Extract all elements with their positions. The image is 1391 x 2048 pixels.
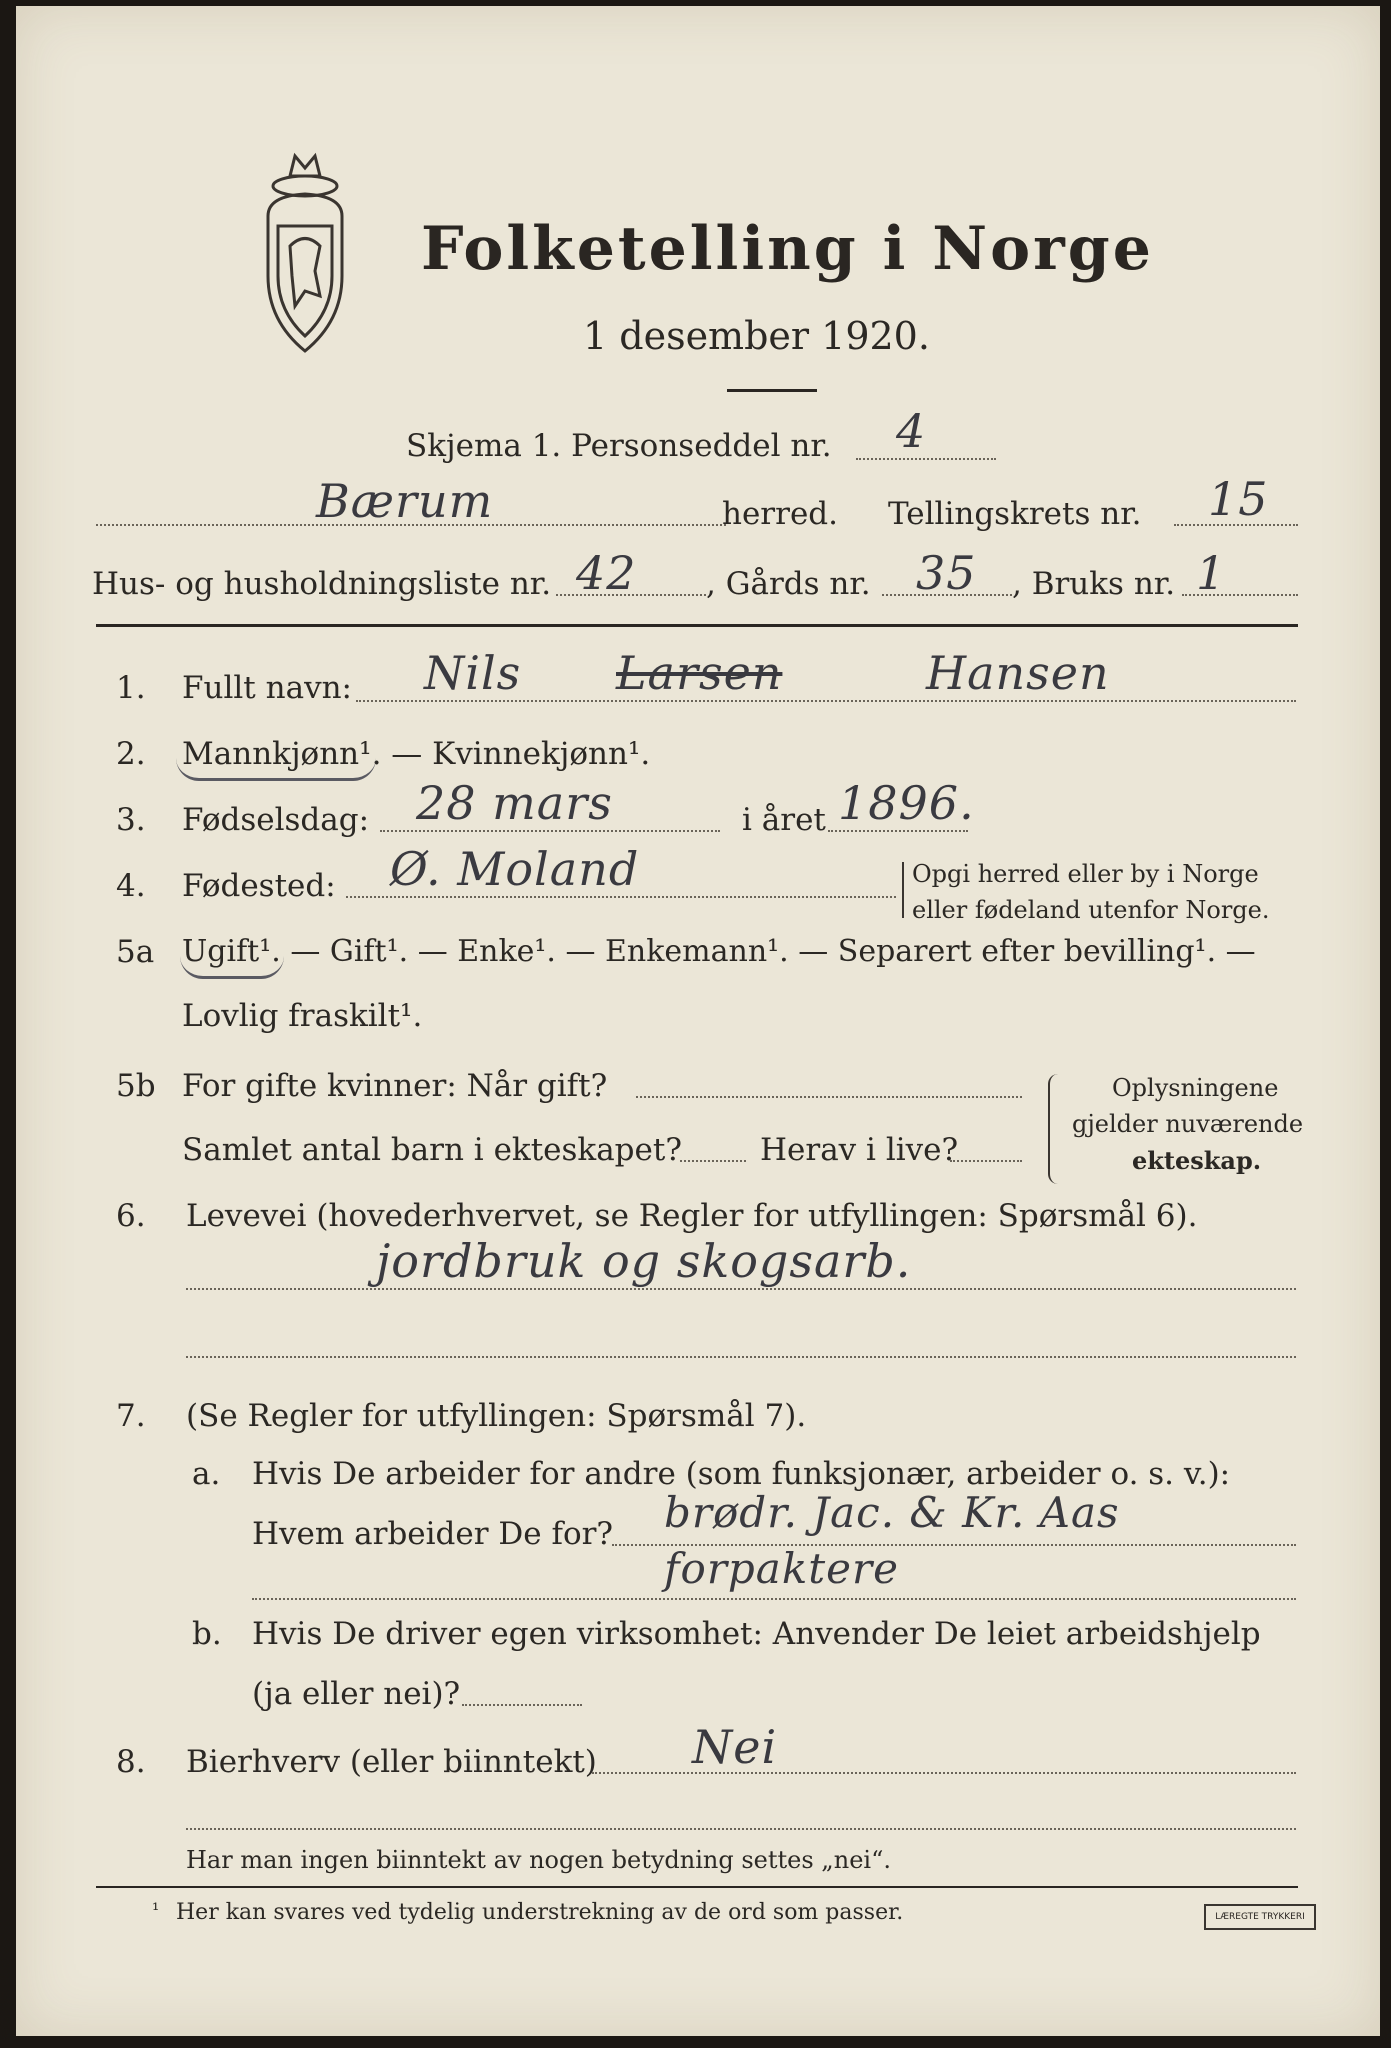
q7-label: (Se Regler for utfyllingen: Spørsmål 7). [186,1398,807,1434]
q7b-label: Hvis De driver egen virksomhet: Anvender De leiet arbeidshjelp [252,1616,1261,1652]
q6-number: 6. [116,1198,146,1234]
q7a-label: Hvis De arbeider for andre (som funksjonær, arbeider o. s. v.): [252,1456,1231,1492]
skjema-label: Skjema 1. Personseddel nr. [406,428,832,464]
q6-value: jordbruk og skogsarb. [376,1234,912,1288]
q5b-label3: Herav i live? [760,1132,959,1168]
q1-label: Fullt navn: [182,670,352,706]
footer-note: Har man ingen biinntekt av nogen betydning settes „nei“. [186,1846,891,1874]
q2-number: 2. [116,736,146,772]
q5b-when-line [636,1096,1022,1098]
q5b-alive-line [950,1160,1022,1162]
q4-number: 4. [116,868,146,904]
form-title: Folketelling i Norge [421,214,1154,284]
q7b-line [462,1704,582,1706]
hus-label: Hus- og husholdningsliste nr. [92,566,552,602]
q7a-number: a. [192,1456,221,1492]
q8-value: Nei [692,1720,778,1774]
q5b-label: For gifte kvinner: Når gift? [182,1068,608,1104]
q3-year-line [828,830,968,832]
q4-value: Ø. Moland [390,842,640,896]
title-divider [727,389,817,392]
tellingskrets-label: Tellingskrets nr. [888,496,1142,532]
q7-number: 7. [116,1398,146,1434]
q5a-underline-mark [180,956,284,979]
q4-note-line1: Opgi herred eller by i Norge [912,860,1259,888]
q3-year: 1896. [838,776,975,830]
herred-value: Bærum [316,474,494,528]
footnote-text: Her kan svares ved tydelig understrekning av de ord som passer. [176,1900,904,1925]
q1-line [356,700,1296,702]
header-divider [96,624,1298,627]
q5b-label2: Samlet antal barn i ekteskapet? [182,1132,682,1168]
q1-number: 1. [116,670,146,706]
personseddel-nr: 4 [896,404,927,458]
bruks-nr: 1 [1196,546,1227,600]
q4-line [346,896,896,898]
q5b-note2: gjelder nuværende [1072,1110,1304,1138]
q6-line1 [186,1288,1296,1290]
q6-label: Levevei (hovederhvervet, se Regler for utfyllingen: Spørsmål 6). [186,1198,1198,1234]
q5b-note3: ekteskap. [1132,1146,1262,1175]
q3-day-line [380,830,720,832]
q3-number: 3. [116,802,146,838]
q1-value-first: Nils [424,646,522,700]
q4-note-line2: eller fødeland utenfor Norge. [912,896,1270,924]
printer-stamp [1204,1904,1316,1930]
q7a-line2 [252,1598,1296,1600]
q4-label: Fødested: [182,868,336,904]
q7b-number: b. [192,1616,222,1652]
q5a-label2: Lovlig fraskilt¹. [182,998,423,1034]
printer-stamp-text: LÆREGTE TRYKKERI [1215,1912,1305,1922]
footer-divider [96,1886,1298,1888]
footnote-mark: ¹ [152,1900,160,1921]
hus-nr: 42 [576,546,637,600]
q3-value: 28 mars [416,776,613,830]
q8-label: Bierhverv (eller biinntekt) [186,1744,597,1780]
norway-coat-of-arms-icon [250,146,360,356]
census-form [16,6,1380,2036]
q7b-label2: (ja eller nei)? [252,1676,461,1712]
personseddel-line [856,458,996,460]
q5b-note-brace [1048,1074,1058,1184]
q5b-number: 5b [116,1068,156,1104]
q5b-note1: Oplysningene [1112,1074,1279,1102]
q5a-number: 5a [116,934,155,970]
q3-label: Fødselsdag: [182,802,370,838]
q2-label: Mannkjønn¹. — Kvinnekjønn¹. [182,736,651,772]
q8-line2 [186,1828,1296,1830]
bruks-label: , Bruks nr. [1012,566,1176,602]
q4-note-bracket [902,862,910,918]
q7a-value2: forpaktere [664,1544,899,1593]
q1-value-struck: Larsen [616,646,783,700]
q8-number: 8. [116,1744,146,1780]
q5a-label: Ugift¹. — Gift¹. — Enke¹. — Enkemann¹. — Separert efter bevilling¹. — [182,934,1256,969]
q6-line2 [186,1356,1296,1358]
herred-label: herred. [722,496,838,532]
q5b-children-line [680,1160,746,1162]
q3-year-label: i året [742,802,826,838]
tellingskrets-nr: 15 [1208,472,1269,526]
gards-nr: 35 [916,546,977,600]
form-date: 1 desember 1920. [583,314,930,358]
q2-underline-mark [176,758,376,781]
q7a-label2: Hvem arbeider De for? [252,1516,614,1552]
q7a-value1: brødr. Jac. & Kr. Aas [664,1488,1120,1537]
gards-label: , Gårds nr. [706,566,871,602]
q1-value-last: Hansen [926,646,1110,700]
